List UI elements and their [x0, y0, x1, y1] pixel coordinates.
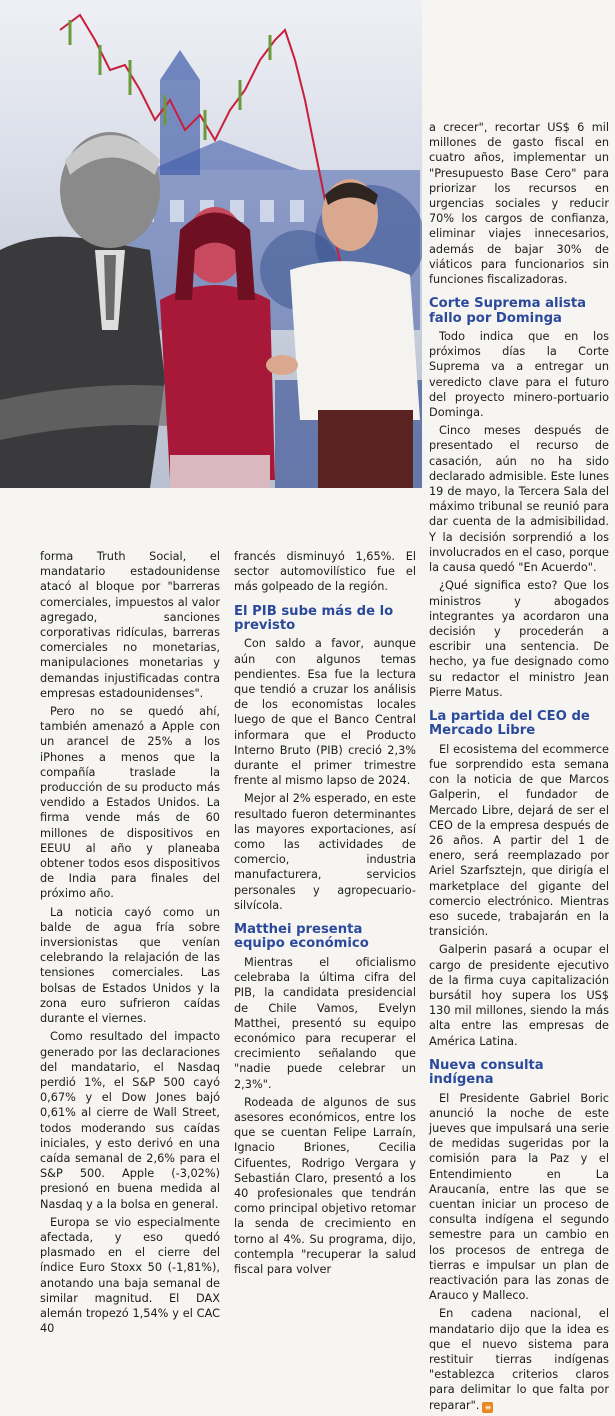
- col1-paragraph: Como resultado del impacto generado por las declaraciones del mandatario, el Nasdaq perdió 1%, el S&P 500 cayó 0,67% y el Dow Jones bajó 0,61% al cierre de Wall Street, todos moderando sus caídas iniciales, y esto derivó en una caída semanal de 2,6% para el S&P 500. Apple (-3,02%) presionó en buena medida al Nasdaq y a la bolsa en general.: [40, 1030, 220, 1211]
- col3-paragraph: El Presidente Gabriel Boric anunció la noche de este jueves que impulsará una serie de medidas sugeridas por la comisión para la Paz y el Entendimiento en La Araucanía, entre las que se cuentan iniciar un proceso de consulta indígena el segundo semestre para un cambio en los procesos de entrega de tierras e impulsar un plan de reactivación para las zonas de Arauco y Malleco.: [429, 1091, 609, 1303]
- column-2: [234, 549, 416, 1280]
- section-heading-matthei: Matthei presenta equipo económico: [234, 922, 369, 952]
- column-1: [40, 549, 220, 1339]
- tower-shape: [160, 80, 200, 175]
- col3-paragraph: Todo indica que en los próximos días la Corte Suprema va a entregar un veredicto clave para el futuro del proyecto minero-portuario Dominga.: [429, 330, 609, 420]
- col1-paragraph: Pero no se quedó ahí, también amenazó a Apple con un arancel de 25% a los iPhones a menos que la compañía traslade la producción de su producto más vendido a Estados Unidos. La firma vende más de 60 millones de dispositivos en EEUU al año y planeaba obtener todos esos dispositivos de India para finales del próximo año.: [40, 705, 220, 901]
- col3-paragraph: ¿Qué significa esto? Que los ministros y abogados integrantes ya acordaron una decisión y procederán a escribir una sentencia. De hecho, ya fue designado como su redactor el ministro Jean Pierre Matus.: [429, 579, 609, 699]
- col3-paragraph: El ecosistema del ecommerce fue sorprendido esta semana con la noticia de que Marcos Galperin, el fundador de Mercado Libre, dejará de ser el CEO de la empresa después de 26 años. A partir del 1 de enero, será reemplazado por Ariel Szarfsztejn, que dirigía el marketplace del gigante del comercio electrónico. Mientras eso sucede, trabajarán en la transición.: [429, 742, 609, 939]
- handshake-shape: [266, 355, 298, 375]
- col3-paragraph: Galperin pasará a ocupar el cargo de presidente ejecutivo de la firma cuya capitalización bursátil hoy supera los US$ 130 mil millones, siendo la más alta entre las empresas de América Latina.: [429, 943, 609, 1048]
- col1-paragraph: forma Truth Social, el mandatario estadounidense atacó al bloque por "barreras comerciales, impuestos al valor agregado, sanciones corporativas ridículas, barreras comerciales no monetarias, manipulaciones monetarias y demandas injustificadas contra empresas estadounidenses".: [40, 550, 220, 700]
- end-of-article-icon: ≡: [482, 1402, 493, 1413]
- col3-paragraph: a crecer", recortar US$ 6 mil millones de gasto fiscal en cuatro años, implementar un "Presupuesto Base Cero" para priorizar los recursos en urgencias sociales y reducir 70% los cargos de confianza, eliminar viajes innecesarios, además de bajar 30% de viáticos para funcionarios sin funciones fiscalizadoras.: [429, 121, 609, 287]
- col2-paragraph: Mejor al 2% esperado, en este resultado fueron determinantes las mayores exportaciones, así como las actividades de comercio, industria manufacturera, servicios personales y agropecuario-silvícola.: [234, 792, 416, 912]
- tower-spire-shape: [160, 50, 200, 80]
- section-heading-mercado-libre: La partida del CEO de Mercado Libre: [429, 708, 590, 739]
- col2-paragraph: francés disminuyó 1,65%. El sector automovilístico fue el más golpeado de la región.: [234, 550, 416, 594]
- col3-paragraph: [429, 1306, 609, 1412]
- col3-last-paragraph-text: En cadena nacional, el mandatario dijo que la idea es que el nuevo sistema para restituir tierras indígenas "establezca criterios claros para delimitar lo que falta por reparar".: [429, 1307, 609, 1412]
- col1-paragraph: Europa se vio especialmente afectada, y eso quedó plasmado en el cierre del índice Euro Stoxx 50 (-1,81%), anotando una baja semanal de similar magnitud. El DAX alemán tropezó 1,54% y el CAC 40: [40, 1215, 220, 1336]
- col2-paragraph: Con saldo a favor, aunque aún con algunos temas pendientes. Esa fue la lectura que tendió a cruzar los análisis de los economistas locales luego de que el Banco Central informara que el Producto Interno Bruto (PIB) creció 2,3% durante el primer trimestre frente al mismo lapso de 2024.: [234, 637, 416, 788]
- col2-paragraph: Rodeada de algunos de sus asesores económicos, entre los que se cuentan Felipe Larraín, Ignacio Briones, Cecilia Cifuentes, Rodrigo Vergara y Sebastián Claro, presentó a los 40 profesionales que tendrán como principal objetivo retomar la senda de crecimiento en torno al 4%. Su programa, dijo, contempla "recuperar la salud fiscal para volver: [234, 1095, 416, 1276]
- col3-paragraph: Cinco meses después de presentado el recurso de casación, aún no ha sido declarado admisible. Este lunes 19 de mayo, la Tercera Sala del máximo tribunal se reunió para dar cuenta de la admisibilidad. Y la decisión sorprendió a los involucrados en el caso, porque la causa quedó "En Acuerdo".: [429, 424, 609, 575]
- photo-collage-illustration: [0, 0, 422, 488]
- section-heading-corte-suprema: Corte Suprema alista fallo por Dominga: [429, 296, 587, 326]
- section-heading-pib: El PIB sube más de lo previsto: [234, 603, 394, 634]
- column-3: [429, 120, 609, 1416]
- photo-collage: [0, 0, 422, 488]
- skirt-pattern-shape: [170, 455, 270, 488]
- section-heading-consulta-indigena: Nueva consulta indígena: [429, 1057, 544, 1088]
- col2-paragraph: Mientras el oficialismo celebraba la última cifra del PIB, la candidata presidencial de Chile Vamos, Evelyn Matthei, presentó su equipo económico para recuperar el crecimiento señalando que "nadie puede celebrar un 2,3%".: [234, 955, 416, 1091]
- col1-paragraph: La noticia cayó como un balde de agua fría sobre inversionistas que venían celebrando la relajación de las tensiones comerciales. Las bolsas de Estados Unidos y la zona euro sufrieron caídas durante el viernes.: [40, 905, 220, 1026]
